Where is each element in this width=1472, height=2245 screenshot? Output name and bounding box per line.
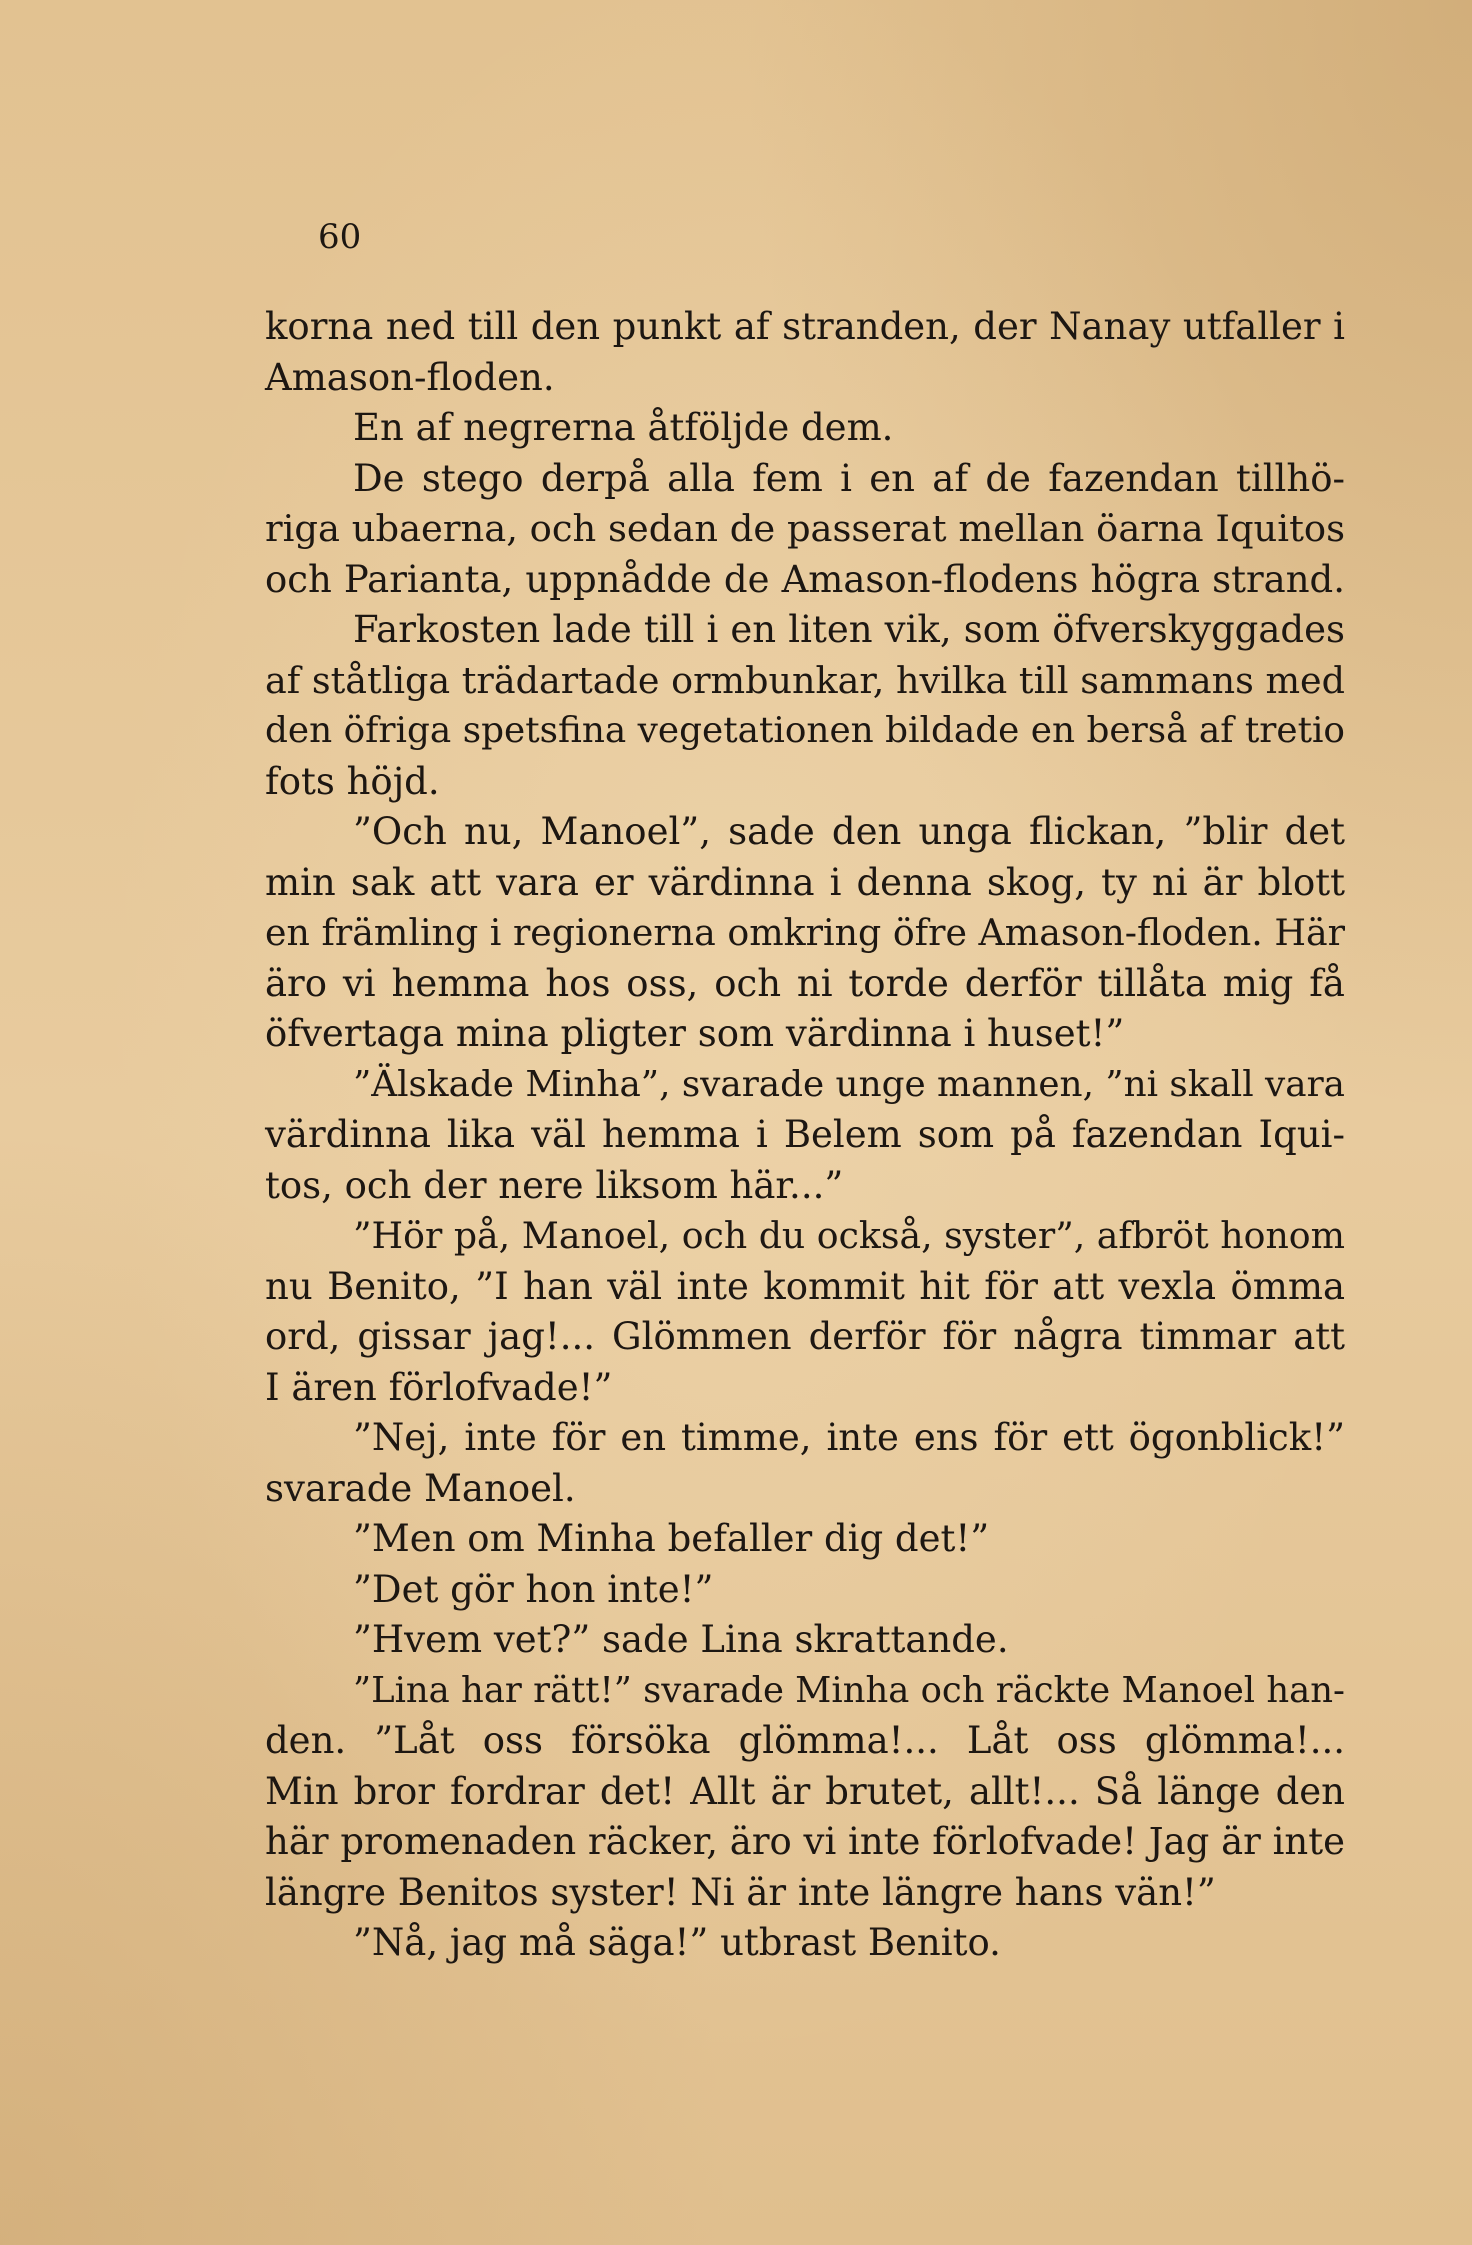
text-line: äro vi hemma hos oss, och ni torde derför tillåta mig få: [265, 961, 1345, 1005]
text-line: ”Lina har rätt!” svarade Minha och räckte Manoel han-: [353, 1669, 1345, 1711]
text-line: En af negrerna åtföljde dem.: [353, 406, 894, 449]
text-line: nu Benito, ”I han väl inte kommit hit för att vexla ömma: [265, 1264, 1345, 1308]
text-line: ”Älskade Minha”, svarade unge mannen, ”ni skall vara: [353, 1063, 1345, 1105]
text-line: Farkosten lade till i en liten vik, som öfverskyggades: [353, 608, 1345, 651]
text-line: den. ”Låt oss försöka glömma!... Låt oss glömma!...: [265, 1719, 1345, 1762]
text-line: Amason-floden.: [265, 355, 555, 399]
text-line: De stego derpå alla fem i en af de fazendan tillhö-: [353, 456, 1345, 500]
text-line: Min bror fordrar det! Allt är brutet, allt!... Så länge den: [265, 1769, 1345, 1813]
text-line: en främling i regionerna omkring öfre Amason-floden. Här: [265, 911, 1345, 954]
text-line: öfvertaga mina pligter som värdinna i huset!”: [265, 1012, 1125, 1055]
text-line: fots höjd.: [265, 759, 440, 803]
text-line: här promenaden räcker, äro vi inte förlofvade! Jag är inte: [265, 1820, 1345, 1863]
text-line: ”Men om Minha befaller dig det!”: [353, 1517, 990, 1560]
text-line: ord, gissar jag!... Glömmen derför för några timmar att: [265, 1315, 1345, 1358]
body-text: [265, 302, 1345, 1969]
text-line: I ären förlofvade!”: [265, 1365, 613, 1409]
text-line: värdinna lika väl hemma i Belem som på fazendan Iqui-: [265, 1113, 1345, 1156]
page-number: 60: [318, 217, 362, 257]
text-line: ”Och nu, Manoel”, sade den unga flickan, ”blir det: [353, 810, 1345, 853]
text-line: svarade Manoel.: [265, 1466, 576, 1510]
text-line: korna ned till den punkt af stranden, der Nanay utfaller i: [265, 305, 1345, 348]
text-line: riga ubaerna, och sedan de passerat mellan öarna Iquitos: [265, 507, 1345, 550]
text-line: tos, och der nere liksom här...”: [265, 1163, 844, 1207]
text-line: ”Hör på, Manoel, och du också, syster”, afbröt honom: [353, 1214, 1345, 1257]
text-line: af ståtliga trädartade ormbunkar, hvilka till sammans med: [265, 658, 1345, 702]
text-line: ”Nå, jag må säga!” utbrast Benito.: [353, 1921, 1001, 1964]
text-line: ”Nej, inte för en timme, inte ens för ett ögonblick!”: [353, 1416, 1345, 1459]
text-line: ”Hvem vet?” sade Lina skrattande.: [353, 1618, 1009, 1661]
text-line: och Parianta, uppnådde de Amason-flodens högra strand.: [265, 557, 1345, 601]
text-line: min sak att vara er värdinna i denna skog, ty ni är blott: [265, 860, 1345, 904]
text-line: den öfriga spetsfina vegetationen bildade en berså af tretio: [265, 710, 1345, 751]
text-line: längre Benitos syster! Ni är inte längre hans vän!”: [265, 1870, 1216, 1914]
text-line: ”Det gör hon inte!”: [353, 1567, 714, 1611]
